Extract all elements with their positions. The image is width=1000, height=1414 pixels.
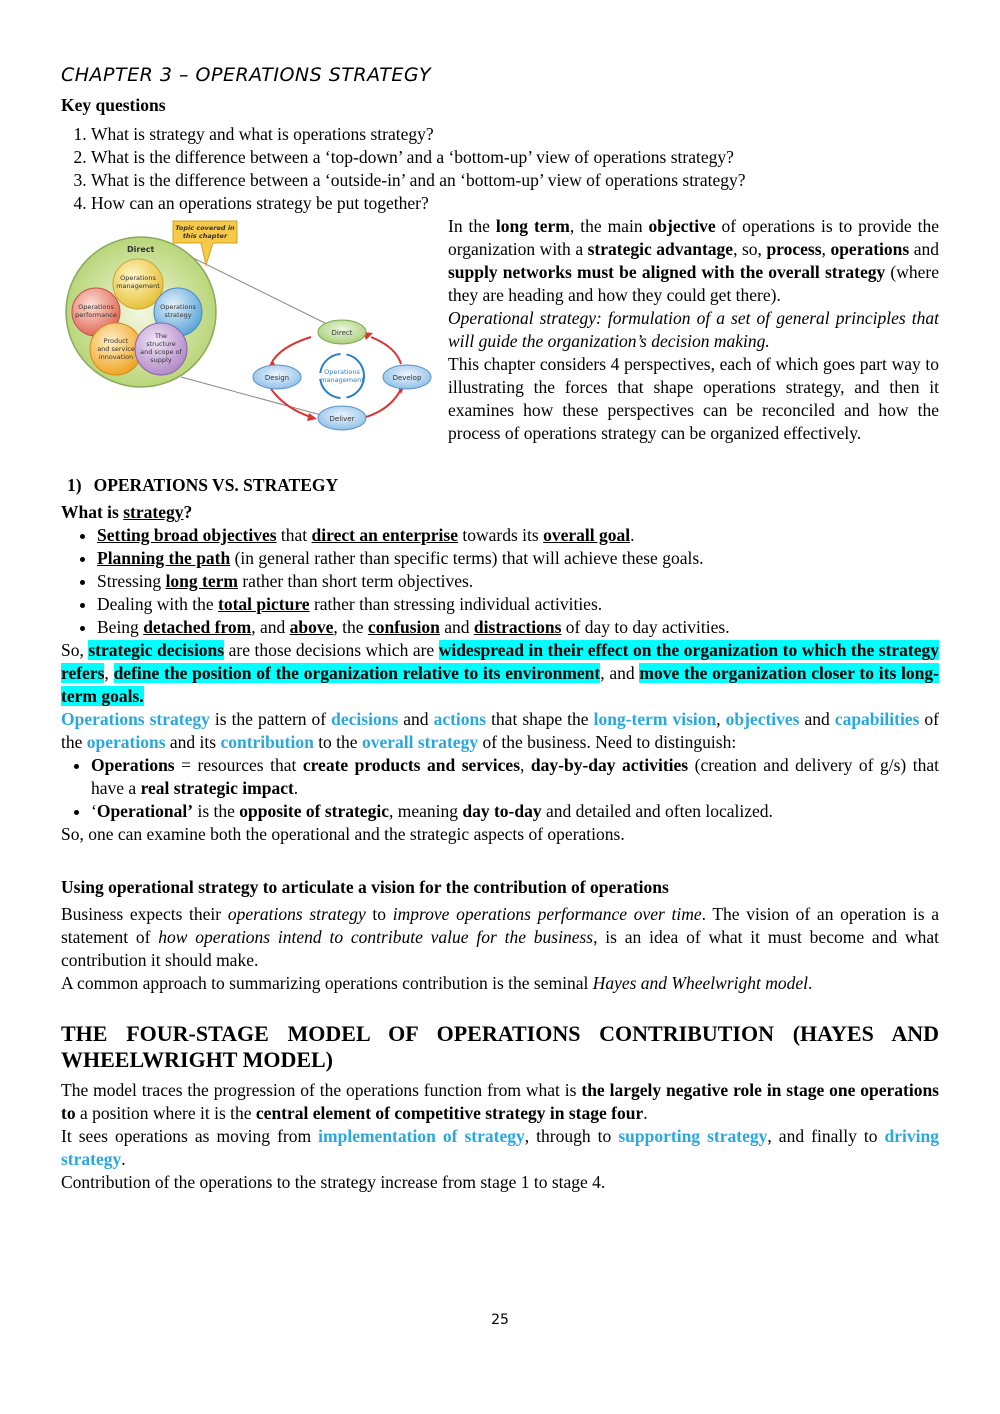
chapter-overview-paragraph: This chapter considers 4 perspectives, each of which goes part way to illustrating the forces that shape operations strategy, and then it examines how these perspectives can be reconciled and how the process of operations strategy can be organized effectively. (448, 354, 939, 443)
connector-line (181, 377, 321, 415)
distinguish-bullets (61, 754, 939, 823)
key-questions-heading: Key questions (61, 95, 166, 115)
arrow-head (307, 413, 317, 421)
circle-label: Operations (160, 303, 196, 311)
circle-label: The (154, 332, 168, 340)
strategy-bullets (61, 524, 939, 639)
circle-label: structure (146, 340, 176, 348)
key-question: 3. What is the difference between a ‘outside-in’ and an ‘bottom-up’ view of operations strategy? (91, 169, 939, 192)
four-stage-paragraph: The model traces the progression of the operations function from what is the largely negative role in stage one operations to a position where it is the central element of competitive strategy in stage four. (61, 1080, 939, 1123)
list-item: • Dealing with the total picture rather than stressing individual activities. (97, 593, 939, 616)
list-item: • Being detached from, and above, the confusion and distractions of day to day activities. (97, 616, 939, 639)
circle-label: performance (75, 311, 117, 319)
operations-strategy-paragraph: Operations strategy is the pattern of decisions and actions that shape the long-term vision, objectives and capabilities of the operations and its contribution to the overall strategy of the business. Need to distinguish: (61, 709, 939, 752)
key-question: 2. What is the difference between a ‘top-down’ and a ‘bottom-up’ view of operations strategy? (91, 146, 939, 169)
list-item: • ‘Operational’ is the opposite of strategic, meaning day to-day and detailed and often localized. (91, 800, 939, 823)
circle-label: management (116, 282, 160, 290)
conclusion-paragraph: So, one can examine both the operational and the strategic aspects of operations. (61, 824, 625, 844)
intro-paragraph: In the long term, the main objective of operations is to provide the organization with a strategic advantage, so, process, operations and supply networks must be aligned with the overall strategy (where they are heading and how they could get there). (448, 216, 940, 305)
vision-paragraph: Business expects their operations strategy to improve operations performance over time. The vision of an operation is a statement of how operations intend to contribute value for the business, is an idea of what it must become and what contribution it should make. (61, 904, 940, 970)
page-number: 25 (491, 1312, 509, 1328)
circle-label: strategy (164, 311, 192, 319)
callout-text: Topic covered in (175, 224, 235, 232)
circle-label: and scope of (140, 348, 182, 356)
key-question: 1. What is strategy and what is operations strategy? (91, 123, 939, 146)
cycle-arrow (271, 337, 311, 364)
cycle-node-label: Deliver (329, 415, 355, 423)
cycle-node-label: Design (264, 374, 290, 382)
callout-text: this chapter (182, 232, 228, 240)
circle-label: Operations (78, 303, 114, 311)
circle-label: supply (150, 356, 172, 364)
document-page (61, 58, 939, 1194)
strategic-decisions-paragraph: So, strategic decisions are those decisions which are widespread in their effect on the organization to which the strategy refers, define the position of the organization relative to its environment, and move the organization closer to its long-term goals. (61, 640, 940, 706)
cycle-arrow (371, 337, 401, 364)
cycle-arrow (366, 389, 401, 417)
outer-label: Direct (127, 245, 155, 254)
list-item: • Setting broad objectives that direct an enterprise towards its overall goal. (97, 524, 939, 547)
cycle-center-label: Operations (324, 368, 360, 376)
progression-paragraph: It sees operations as moving from implementation of strategy, through to supporting strategy, and finally to driving strategy. (61, 1126, 940, 1169)
key-questions-list (61, 123, 939, 215)
circle-label: innovation (98, 353, 134, 361)
contribution-paragraph: Contribution of the operations to the strategy increase from stage 1 to stage 4. (61, 1172, 606, 1192)
circle-label: Operations (120, 274, 156, 282)
intro-block (61, 215, 939, 445)
section-heading: 1) OPERATIONS VS. STRATEGY (67, 475, 339, 495)
list-item: • Operations = resources that create products and services, day-by-day activities (creation and delivery of g/s) that have a real strategic impact. (91, 754, 939, 800)
chapter-title: CHAPTER 3 – OPERATIONS STRATEGY (61, 64, 432, 86)
what-is-strategy: What is strategy? (61, 502, 193, 522)
definition-paragraph: Operational strategy: formulation of a set of general principles that will guide the organization’s decision making. (448, 308, 939, 351)
key-question: 4. How can an operations strategy be put together? (91, 192, 939, 215)
cycle-node-label: Develop (392, 374, 422, 382)
circle-label: and service (97, 345, 135, 353)
four-stage-heading: THE FOUR-STAGE MODEL OF OPERATIONS CONTRIBUTION (HAYES AND WHEELWRIGHT MODEL) (61, 1021, 939, 1072)
list-item: • Stressing long term rather than short term objectives. (97, 570, 939, 593)
operations-model-figure (61, 219, 436, 439)
vision-heading: Using operational strategy to articulate a vision for the contribution of operations (61, 877, 669, 897)
cycle-center-label: management (320, 376, 364, 384)
circle-label: Product (103, 337, 129, 345)
cycle-node-label: Direct (331, 329, 353, 337)
list-item: • Planning the path (in general rather than specific terms) that will achieve these goals. (97, 547, 939, 570)
hayes-intro-paragraph: A common approach to summarizing operations contribution is the seminal Hayes and Wheelwright model. (61, 973, 813, 993)
